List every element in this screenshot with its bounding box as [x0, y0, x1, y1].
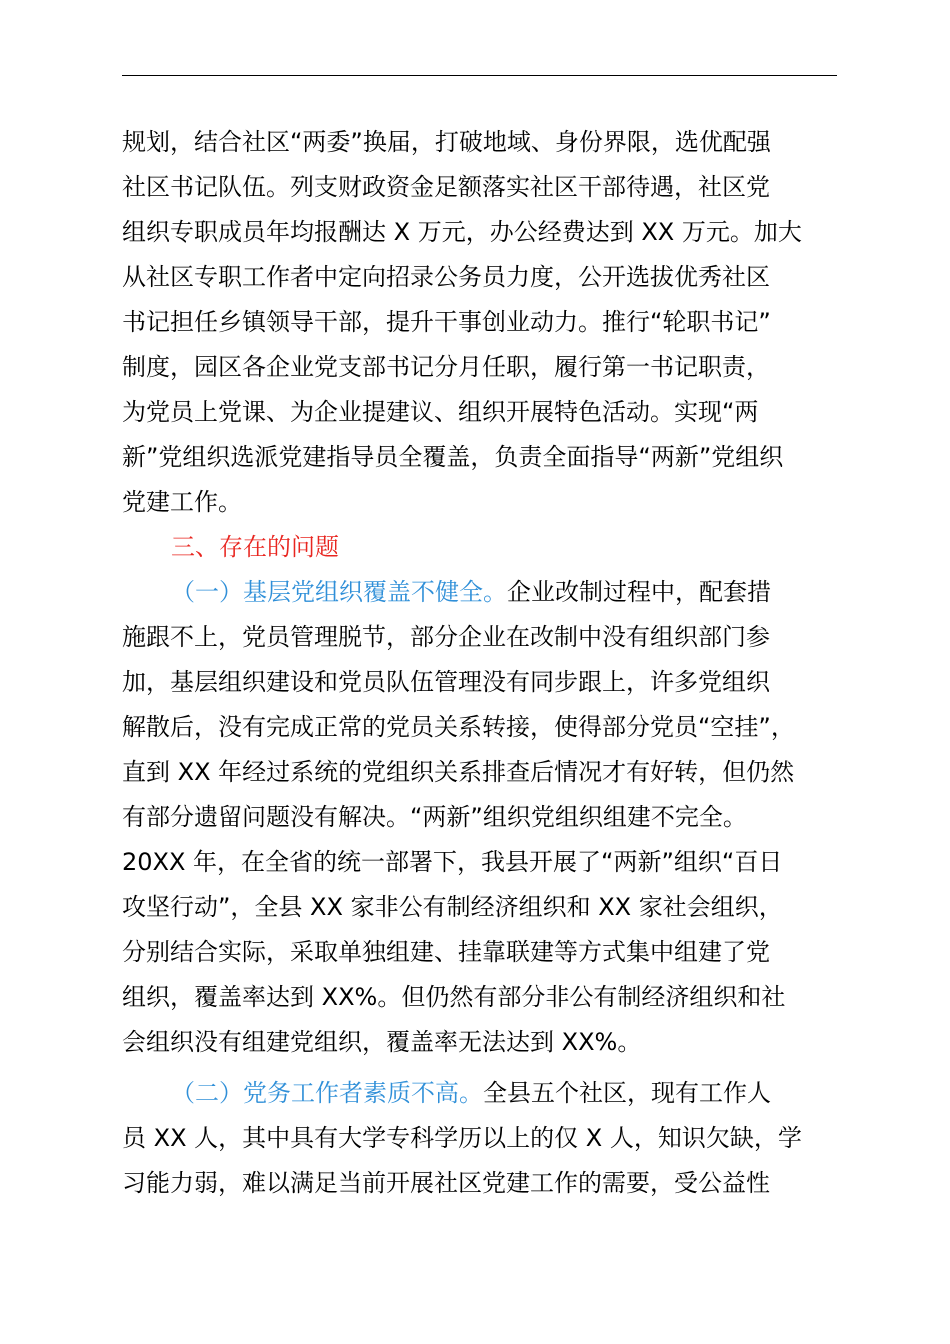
text-line: 组织专职成员年均报酬达 X 万元，办公经费达到 XX 万元。加大 — [122, 218, 802, 246]
text-line: 书记担任乡镇领导干部，提升干事创业动力。推行“轮职书记” — [122, 308, 771, 336]
text-line: 社区书记队伍。列支财政资金足额落实社区干部待遇，社区党 — [122, 173, 770, 201]
text-line: 加，基层组织建设和党员队伍管理没有同步跟上，许多党组织 — [122, 668, 770, 696]
text-line: 有部分遗留问题没有解决。“两新”组织党组织组建不完全。 — [122, 803, 747, 831]
item-1-lead-text: 企业改制过程中，配套措 — [507, 578, 771, 606]
text-line: 组织，覆盖率达到 XX%。但仍然有部分非公有制经济组织和社 — [122, 983, 786, 1011]
text-line: 攻坚行动”，全县 XX 家非公有制经济组织和 XX 家社会组织， — [122, 893, 783, 921]
text-line: 从社区专职工作者中定向招录公务员力度，公开选拔优秀社区 — [122, 263, 770, 291]
text-line: 分别结合实际，采取单独组建、挂靠联建等方式集中组建了党 — [122, 938, 770, 966]
paragraph-continuation — [122, 120, 837, 525]
item-1 — [122, 570, 837, 1065]
header-rule — [122, 75, 837, 76]
text-line: 规划，结合社区“两委”换届，打破地域、身份界限，选优配强 — [122, 128, 771, 156]
text-line: 20XX 年，在全省的统一部署下，我县开展了“两新”组织“百日 — [122, 848, 783, 876]
item-2-lead-text: 全县五个社区，现有工作人 — [483, 1079, 771, 1107]
section-heading: 三、存在的问题 — [171, 533, 339, 561]
text-line: 为党员上党课、为企业提建议、组织开展特色活动。实现“两 — [122, 398, 759, 426]
section-3 — [122, 525, 837, 570]
text-line: 解散后，没有完成正常的党员关系转接，使得部分党员“空挂”， — [122, 713, 795, 741]
text-line: 制度，园区各企业党支部书记分月任职，履行第一书记职责， — [122, 353, 770, 381]
item-1-heading: （一）基层党组织覆盖不健全。 — [171, 578, 507, 606]
item-2-first-line — [122, 1071, 837, 1116]
text-line: 会组织没有组建党组织，覆盖率无法达到 XX%。 — [122, 1028, 642, 1056]
text-line: 新”党组织选派党建指导员全覆盖，负责全面指导“两新”党组织 — [122, 443, 784, 471]
item-1-first-line — [122, 570, 837, 615]
text-line: 施跟不上，党员管理脱节，部分企业在改制中没有组织部门参 — [122, 623, 770, 651]
item-2-heading: （二）党务工作者素质不高。 — [171, 1079, 483, 1107]
item-2 — [122, 1071, 837, 1206]
text-line: 习能力弱，难以满足当前开展社区党建工作的需要，受公益性 — [122, 1169, 770, 1197]
text-line: 直到 XX 年经过系统的党组织关系排查后情况才有好转，但仍然 — [122, 758, 795, 786]
text-line: 党建工作。 — [122, 488, 242, 516]
text-line: 员 XX 人，其中具有大学专科学历以上的仅 X 人，知识欠缺，学 — [122, 1124, 802, 1152]
document-body — [122, 120, 837, 1206]
